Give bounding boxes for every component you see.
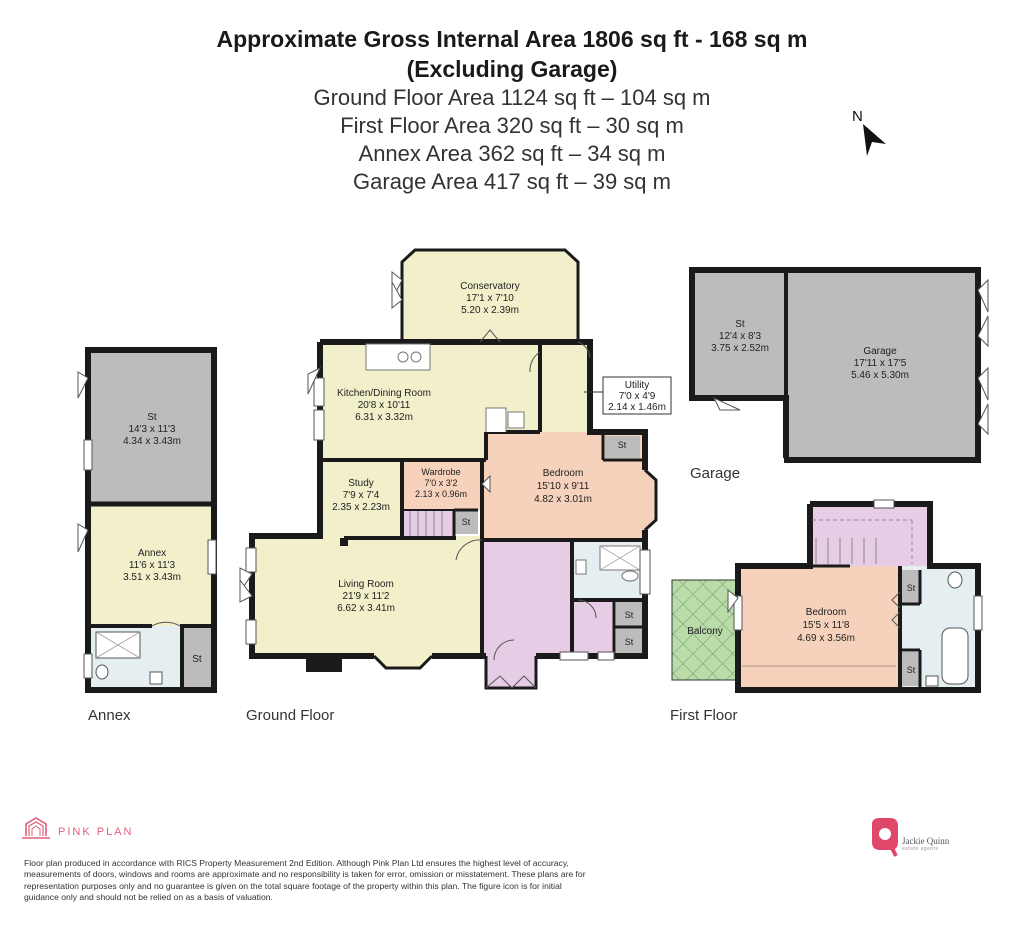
garage-section-label: Garage [690, 465, 741, 482]
svg-text:Bedroom: Bedroom [805, 607, 847, 618]
svg-text:17'11 x 17'5: 17'11 x 17'5 [853, 358, 907, 369]
svg-text:Conservatory: Conservatory [460, 281, 520, 292]
first-st-label-a: St [906, 583, 916, 593]
svg-text:St: St [735, 319, 745, 330]
svg-text:Bedroom: Bedroom [542, 468, 584, 479]
utility-room [540, 342, 590, 432]
compass-label: N [852, 108, 863, 125]
svg-text:7'0 x 3'2: 7'0 x 3'2 [424, 478, 458, 488]
annex-plan [78, 350, 216, 690]
st-label-bedroom: St [617, 440, 627, 450]
agent-name: Jackie Quinn [902, 836, 950, 846]
svg-text:5.20 x 2.39m: 5.20 x 2.39m [461, 305, 519, 316]
svg-text:12'4 x 8'3: 12'4 x 8'3 [718, 331, 762, 342]
annex-small-st-label: St [192, 654, 202, 665]
annex-section-label: Annex [88, 707, 131, 724]
svg-text:Annex: Annex [137, 548, 167, 559]
st-label-lobby-a: St [624, 610, 634, 620]
first-floor-area: First Floor Area 320 sq ft – 30 sq m [340, 113, 684, 138]
svg-text:Wardrobe: Wardrobe [421, 467, 461, 477]
living-room-label [337, 579, 395, 614]
svg-text:Kitchen/Dining Room: Kitchen/Dining Room [337, 388, 431, 399]
svg-text:Living Room: Living Room [338, 579, 394, 590]
svg-text:17'1 x 7'10: 17'1 x 7'10 [466, 293, 514, 304]
svg-text:20'8 x 10'11: 20'8 x 10'11 [357, 400, 411, 411]
svg-text:4.69 x 3.56m: 4.69 x 3.56m [797, 633, 855, 644]
svg-text:15'10 x 9'11: 15'10 x 9'11 [536, 481, 590, 492]
utility-label [584, 377, 671, 414]
svg-text:2.13 x 0.96m: 2.13 x 0.96m [414, 489, 468, 499]
entrance-hall [482, 540, 572, 656]
balcony-label: Balcony [687, 626, 723, 637]
svg-text:21'9 x 11'2: 21'9 x 11'2 [342, 591, 390, 602]
title-excluding-garage: (Excluding Garage) [406, 56, 618, 82]
north-compass-icon [852, 108, 886, 156]
living-room [252, 536, 482, 668]
svg-text:Utility: Utility [624, 380, 650, 391]
svg-text:11'6 x 11'3: 11'6 x 11'3 [128, 560, 176, 571]
disclaimer-text: Floor plan produced in accordance with RICS Property Measurement 2nd Edition. Although Pink Plan Ltd ensures the highest level of accuracy, measurements of doors, windows and rooms are approximate and no responsibility is taken for error, omission or misstatement. These plans are for representation purposes only and no guarantee is given on the total square footage of the property within this plan. The figure icon is for initial guidance only and should not be relied on as a basis of valuation. [24, 858, 586, 903]
jackie-quinn-logo-icon [872, 818, 898, 856]
svg-text:Study: Study [348, 478, 374, 489]
agent-subtitle: estate agents [902, 846, 939, 852]
st-label-lobby-b: St [624, 637, 634, 647]
svg-text:Garage: Garage [863, 346, 897, 357]
first-floor-plan [672, 500, 982, 690]
pink-plan-logo-icon [22, 818, 50, 838]
svg-text:5.46 x 5.30m: 5.46 x 5.30m [851, 370, 909, 381]
svg-text:7'0 x 4'9: 7'0 x 4'9 [618, 391, 656, 402]
first-st-label-b: St [906, 665, 916, 675]
ground-floor-area: Ground Floor Area 1124 sq ft – 104 sq m [313, 85, 711, 110]
svg-text:6.31 x 3.32m: 6.31 x 3.32m [355, 412, 413, 423]
svg-text:St: St [147, 412, 157, 423]
svg-text:2.35 x 2.23m: 2.35 x 2.23m [332, 502, 390, 513]
svg-text:14'3 x 11'3: 14'3 x 11'3 [128, 424, 176, 435]
first-bedroom-label [797, 607, 855, 644]
svg-text:4.34 x 3.43m: 4.34 x 3.43m [123, 436, 181, 447]
svg-text:2.14 x 1.46m: 2.14 x 1.46m [608, 402, 666, 413]
entrance-porch [486, 656, 536, 688]
svg-text:3.51 x 3.43m: 3.51 x 3.43m [123, 572, 181, 583]
conservatory-label [460, 281, 519, 316]
svg-text:7'9 x 7'4: 7'9 x 7'4 [342, 490, 380, 501]
annex-area: Annex Area 362 sq ft – 34 sq m [358, 141, 666, 166]
svg-text:6.62 x 3.41m: 6.62 x 3.41m [337, 603, 395, 614]
st-label-stairs: St [461, 517, 471, 527]
ground-bedroom-label [534, 468, 592, 505]
first-floor-section-label: First Floor [670, 707, 738, 724]
pink-plan-brand: PINK PLAN [58, 826, 134, 838]
svg-text:3.75 x 2.52m: 3.75 x 2.52m [711, 343, 769, 354]
ground-floor-section-label: Ground Floor [246, 707, 335, 724]
svg-text:4.82 x 3.01m: 4.82 x 3.01m [534, 494, 592, 505]
title-gross-area: Approximate Gross Internal Area 1806 sq ft - 168 sq m [216, 26, 808, 52]
garage-plan [692, 270, 988, 460]
svg-text:15'5 x 11'8: 15'5 x 11'8 [802, 620, 850, 631]
garage-area: Garage Area 417 sq ft – 39 sq m [353, 169, 671, 194]
